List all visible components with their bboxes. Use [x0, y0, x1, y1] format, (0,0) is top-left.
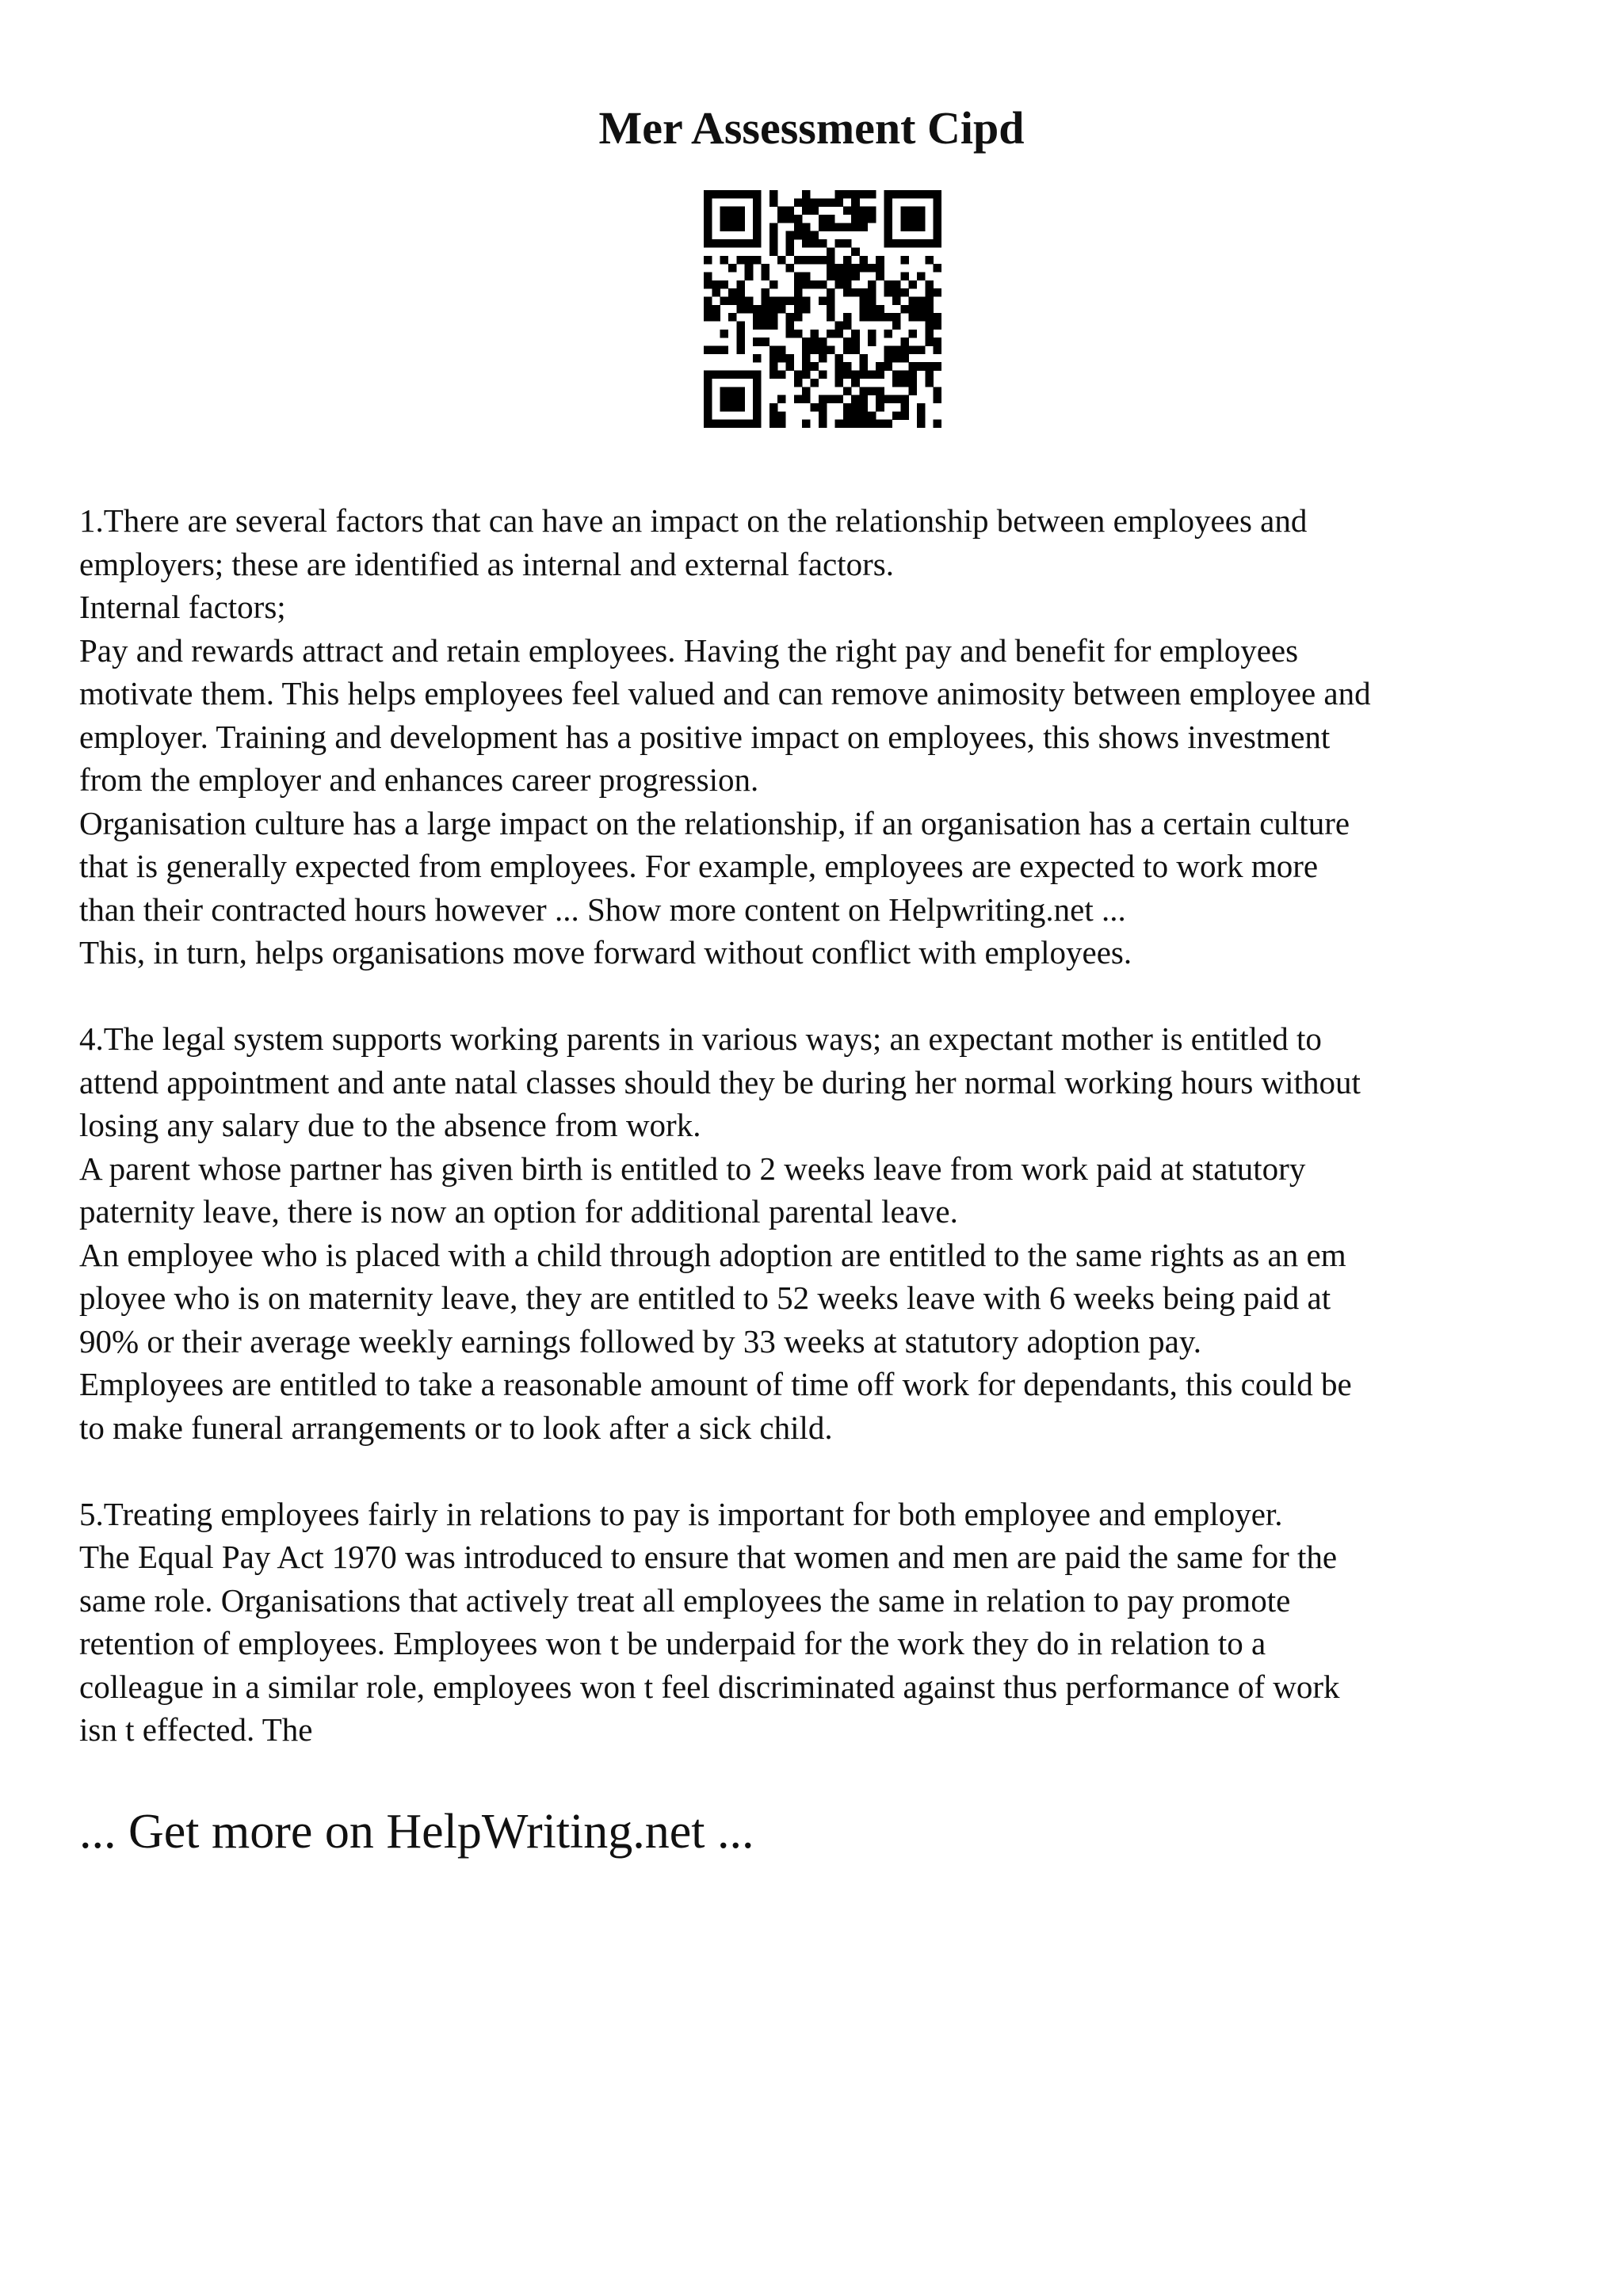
body-line: that is generally expected from employees. For example, employees are expected to work more: [79, 848, 1319, 884]
body-line: 4.The legal system supports working parents in various ways; an expectant mother is entitled to: [79, 1020, 1322, 1057]
paragraph-gap: [79, 974, 1569, 1018]
body-line: Employees are entitled to take a reasonable amount of time off work for dependants, this could be: [79, 1366, 1352, 1402]
get-more-link[interactable]: ... Get more on HelpWriting.net ...: [79, 1805, 754, 1859]
body-line: employers; these are identified as internal and external factors.: [79, 545, 894, 582]
body-line: Organisation culture has a large impact on the relationship, if an organisation has a certain culture: [79, 804, 1350, 841]
body-line: The Equal Pay Act 1970 was introduced to ensure that women and men are paid the same for the: [79, 1539, 1338, 1575]
body-line: losing any salary due to the absence from work.: [79, 1107, 701, 1143]
qr-code: [704, 190, 941, 428]
body-line: Pay and rewards attract and retain employees. Having the right pay and benefit for employees: [79, 631, 1299, 669]
body-line: retention of employees. Employees won t be underpaid for the work they do in relation to a: [79, 1625, 1266, 1661]
body-line: to make funeral arrangements or to look after a sick child.: [79, 1409, 833, 1446]
body-line: 1.There are several factors that can have an impact on the relationship between employees and: [79, 502, 1308, 539]
body-line: 90% or their average weekly earnings followed by 33 weeks at statutory adoption pay.: [79, 1322, 1201, 1360]
body-line: colleague in a similar role, employees won t feel discriminated against thus performance of work: [79, 1668, 1340, 1705]
body-line: employer. Training and development has a positive impact on employees, this shows investment: [79, 718, 1331, 755]
body-line: than their contracted hours however ... Show more content on Helpwriting.net ...: [79, 891, 1126, 928]
document-body: [79, 499, 1569, 1752]
body-line: from the employer and enhances career progression.: [79, 761, 759, 798]
body-line: ployee who is on maternity leave, they are entitled to 52 weeks leave with 6 weeks being paid at: [79, 1280, 1331, 1316]
qr-code-graphic: [704, 190, 941, 428]
body-line: paternity leave, there is now an option for additional parental leave.: [79, 1193, 958, 1230]
body-line: 5.Treating employees fairly in relations to pay is important for both employee and employer.: [79, 1495, 1283, 1532]
body-line: This, in turn, helps organisations move forward without conflict with employees.: [79, 934, 1132, 971]
body-line: motivate them. This helps employees feel valued and can remove animosity between employee and: [79, 675, 1371, 711]
paragraph-gap: [79, 1449, 1569, 1493]
body-line: A parent whose partner has given birth is entitled to 2 weeks leave from work paid at statutory: [79, 1150, 1306, 1187]
body-line: Internal factors;: [79, 589, 286, 625]
body-line: same role. Organisations that actively treat all employees the same in relation to pay promote: [79, 1581, 1291, 1619]
body-line: attend appointment and ante natal classes should they be during her normal working hours without: [79, 1063, 1361, 1100]
body-line: isn t effected. The: [79, 1711, 313, 1748]
document-title: Mer Assessment Cipd: [598, 102, 1025, 154]
body-line: An employee who is placed with a child through adoption are entitled to the same rights as an em: [79, 1236, 1346, 1273]
